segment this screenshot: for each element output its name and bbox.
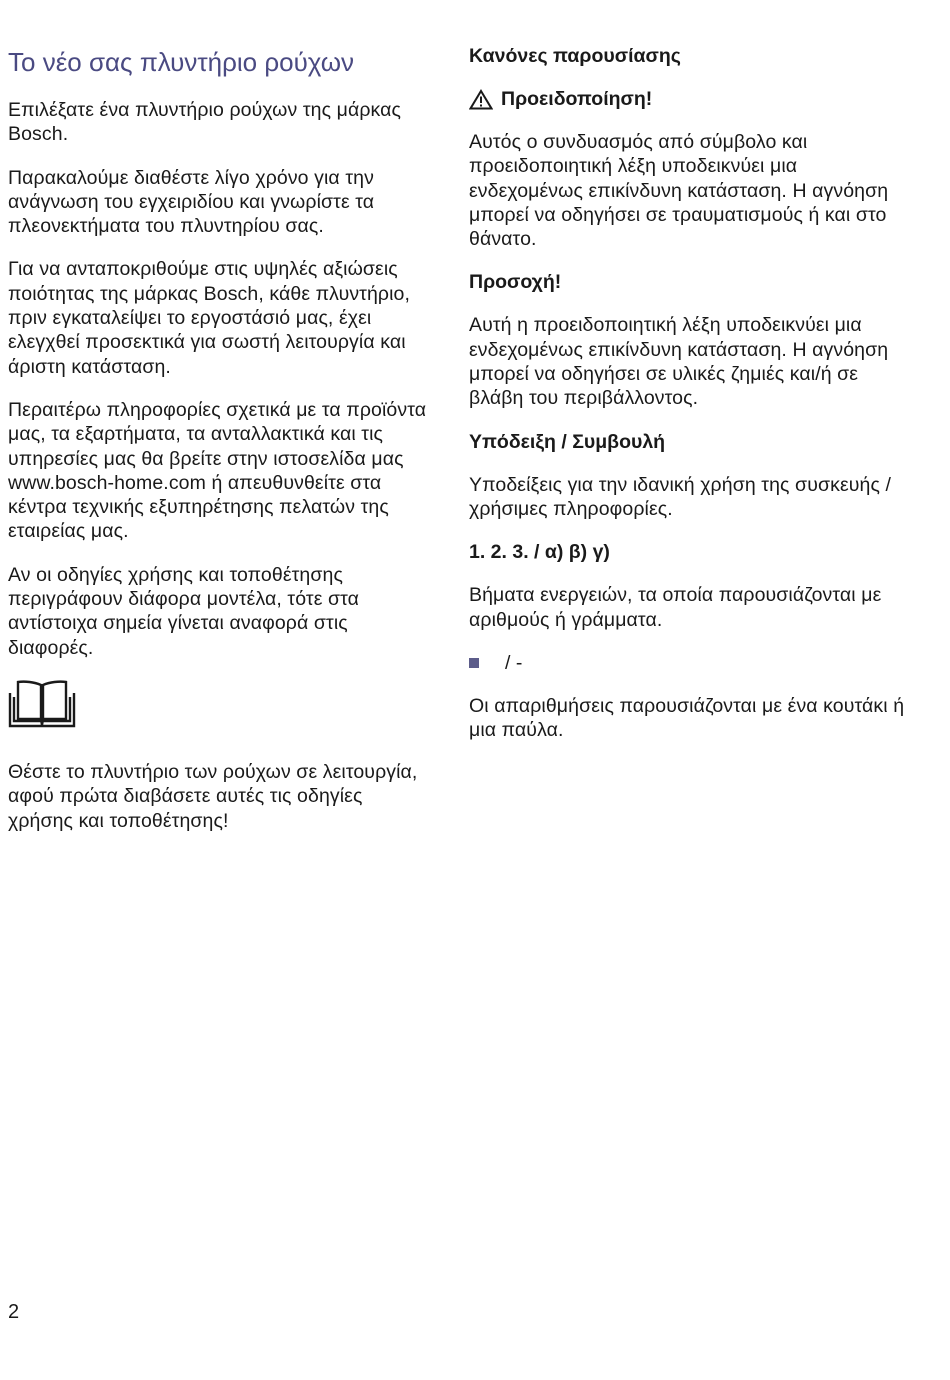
section-title: Κανόνες παρουσίασης [469,45,681,67]
models-paragraph: Αν οι οδηγίες χρήσης και τοποθέτησης περιγράφουν διάφορα μοντέλα, τότε στα αντίστοιχα σημεία γίνεται αναφορά στις διαφορές. [8,563,360,659]
left-column [8,44,433,852]
warning-triangle-icon [469,89,493,110]
quality-paragraph: Για να ανταποκριθούμε στις υψηλές αξιώσεις ποιότητας της μάρκας Bosch, κάθε πλυντήριο, πριν εγκαταλείψει το εργοστάσιό μας, έχει ελεγχθεί προσεκτικά για σωστή λειτουργία και άριστη κατάσταση. [8,258,411,378]
intro-paragraph: Επιλέξατε ένα πλυντήριο ρούχων της μάρκας Bosch. [8,99,402,146]
steps-text: Βήματα ενεργειών, τα οποία παρουσιάζονται με αριθμούς ή γράμματα. [469,584,882,631]
warning-heading [469,87,909,111]
warning-label: Προειδοποίηση! [501,88,653,110]
square-bullet-icon [469,658,479,668]
info-paragraph: Περαιτέρω πληροφορίες σχετικά με τα προϊόντα μας, τα εξαρτήματα, τα ανταλλακτικά και τις υπηρεσίες μας θα βρείτε στην ιστοσελίδα μας www.bosch-home.com ή απευθυνθείτε στα κέντρα τεχνικής εξυπηρέτησης πελατών της εταιρείας μας. [8,398,427,543]
caution-heading: Προσοχή! [469,271,562,294]
warning-text: Αυτός ο συνδυασμός από σύμβολο και προειδοποιητική λέξη υποδεικνύει μια ενδεχομένως επικίνδυνη κατάσταση. Η αγνόηση μπορεί να οδηγήσει σε τραυματισμούς ή και στο θάνατο. [469,131,889,251]
caution-text: Αυτή η προειδοποιητική λέξη υποδεικνύει μια ενδεχομένως επικίνδυνη κατάσταση. Η αγνόηση μπορεί να οδηγήσει σε υλικές ζημιές και/ή σε βλάβη του περιβάλλοντος. [469,314,889,410]
closing-paragraph: Θέστε το πλυντήριο των ρούχων σε λειτουργία, αφού πρώτα διαβάσετε αυτές τις οδηγίες χρήσης και τοποθέτησης! [8,760,418,832]
page-title: Το νέο σας πλυντήριο ρούχων [8,47,355,77]
open-book-icon [8,679,433,734]
bullet-label: / - [505,651,523,674]
steps-heading: 1. 2. 3. / α) β) γ) [469,541,610,564]
right-column [469,44,909,761]
bullet-legend [469,651,909,675]
bullets-text: Οι απαριθμήσεις παρουσιάζονται με ένα κουτάκι ή μια παύλα. [469,694,905,742]
tip-heading: Υπόδειξη / Συμβουλή [469,430,666,453]
tip-text: Υποδείξεις για την ιδανική χρήση της συσκευής / χρήσιμες πληροφορίες. [469,473,891,520]
page-number: 2 [8,1301,20,1323]
reading-paragraph: Παρακαλούμε διαθέστε λίγο χρόνο για την ανάγνωση του εγχειριδίου και γνωρίστε τα πλεονεκτήματα του πλυντηρίου σας. [8,166,375,238]
